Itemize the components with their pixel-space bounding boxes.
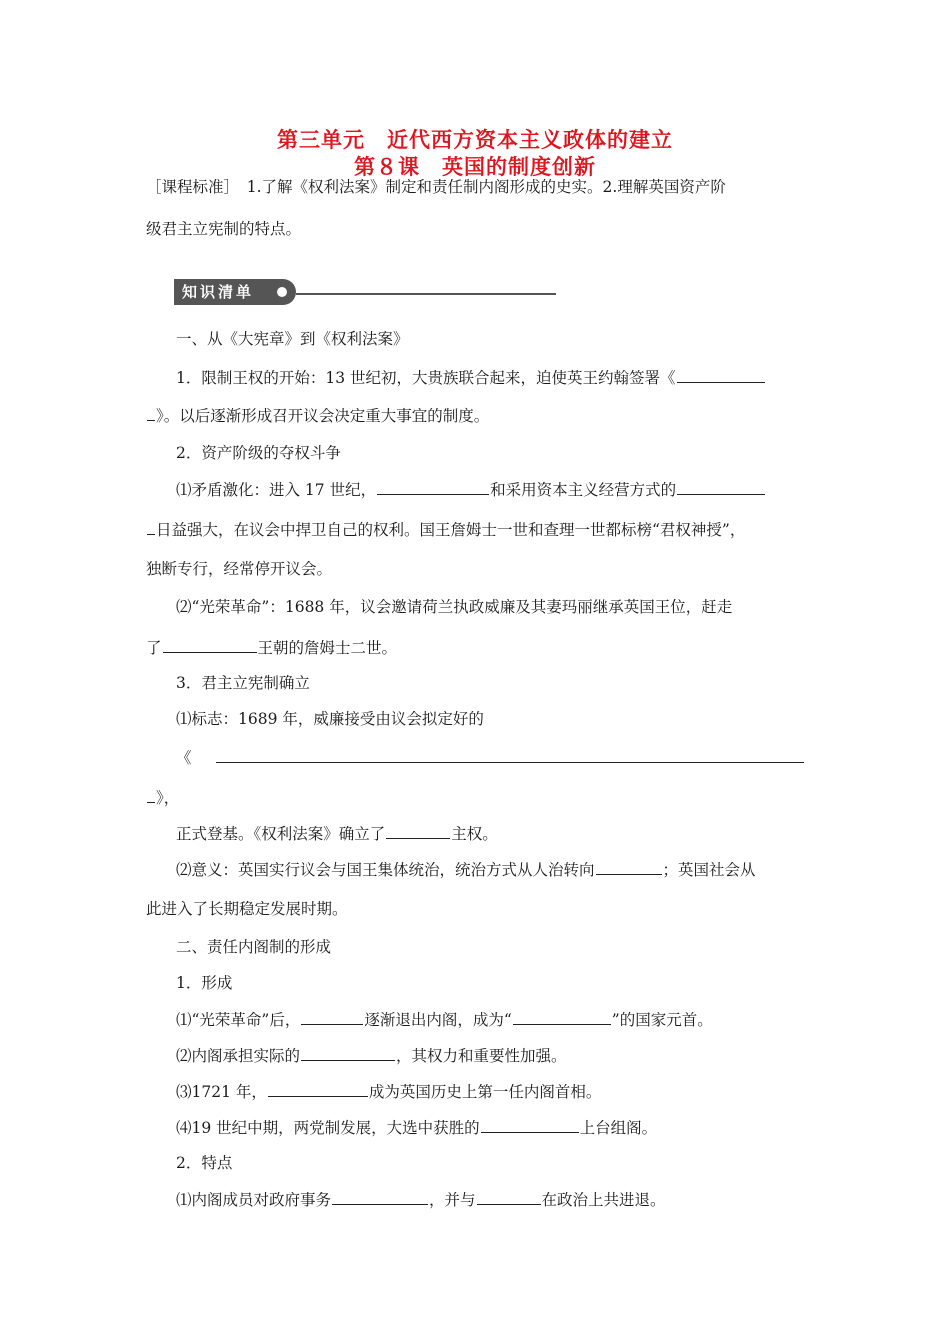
blank[interactable]: [481, 1116, 579, 1133]
paragraph-11: [176, 1044, 836, 1067]
paragraph-13: [176, 1116, 836, 1139]
paragraph-text: 日益强大，在议会中捍卫自己的权利。国王詹姆士一世和查理一世都标榜“君权神授”，: [156, 521, 746, 539]
paragraph-text: 在政治上共进退。: [541, 1191, 666, 1209]
blank[interactable]: [216, 746, 804, 763]
blank[interactable]: [677, 366, 765, 383]
paragraph-6: ⑴标志：1689 年，威廉接受由议会拟定好的: [176, 710, 484, 728]
section-2-heading: 二、责任内阁制的形成: [176, 938, 332, 956]
blank[interactable]: [301, 1044, 395, 1061]
paragraph-text: 和采用资本主义经营方式的: [490, 481, 677, 499]
paragraph-5: 3．君主立宪制确立: [176, 674, 310, 692]
paragraph-text: 逐渐退出内阁，成为“: [364, 1011, 512, 1029]
paragraph-3-cont: [146, 518, 806, 541]
paragraph-text: ”的国家元首。: [611, 1011, 713, 1029]
paragraph-8-cont: 此进入了长期稳定发展时期。: [146, 900, 348, 918]
blank[interactable]: [477, 1188, 541, 1205]
lesson-title: 第８课 英国的制度创新: [354, 155, 596, 179]
paragraph-text: 《: [176, 749, 192, 767]
blank[interactable]: [147, 786, 155, 803]
paragraph-text: 》。以后逐渐形成召开议会决定重大事宜的制度。: [156, 407, 490, 425]
paragraph-9: 1．形成: [176, 974, 233, 992]
paragraph-3-cont-2: 独断专行，经常停开议会。: [146, 560, 333, 578]
paragraph-text: ，其权力和重要性加强。: [396, 1047, 567, 1065]
paragraph-text: 成为英国历史上第一任内阁首相。: [368, 1083, 602, 1101]
knowledge-list-badge: [174, 279, 296, 305]
paragraph-text: 上台组阁。: [579, 1119, 658, 1137]
paragraph-text: 1．限制王权的开始：13 世纪初，大贵族联合起来，迫使英王约翰签署《: [176, 369, 676, 387]
blank[interactable]: [147, 404, 155, 421]
blank[interactable]: [677, 478, 765, 495]
paragraph-text: 王朝的詹姆士二世。: [257, 639, 398, 657]
paragraph-text: ⑵意义：英国实行议会与国王集体统治，统治方式从人治转向: [176, 861, 595, 879]
paragraph-text: 主权。: [451, 825, 498, 843]
curriculum-standard-line-1: ［课程标准］ 1.了解《权利法案》制定和责任制内阁形成的史实。2.理解英国资产阶: [146, 178, 726, 196]
paragraph-text: 正式登基。《权利法案》确立了: [176, 825, 386, 843]
blank[interactable]: [301, 1008, 363, 1025]
paragraph-6-blank-line: [176, 746, 808, 769]
paragraph-1: [176, 366, 808, 389]
paragraph-3: [176, 478, 808, 501]
paragraph-4: ⑵“光荣革命”：1688 年，议会邀请荷兰执政威廉及其妻玛丽继承英国王位，赶走: [176, 598, 733, 616]
paragraph-4-cont: [146, 636, 806, 659]
blank[interactable]: [377, 478, 489, 495]
blank[interactable]: [147, 518, 155, 535]
paragraph-8: [176, 858, 808, 881]
paragraph-10: [176, 1008, 836, 1031]
paragraph-text: ⑴“光荣革命”后，: [176, 1011, 301, 1029]
blank[interactable]: [513, 1008, 611, 1025]
paragraph-text: 了: [146, 639, 162, 657]
blank[interactable]: [332, 1188, 428, 1205]
paragraph-1-cont: [146, 404, 806, 427]
paragraph-text: ⑴内阁成员对政府事务: [176, 1191, 332, 1209]
curriculum-standard-line-2: 级君主立宪制的特点。: [146, 220, 302, 238]
paragraph-text: ，并与: [429, 1191, 476, 1209]
paragraph-2: 2．资产阶级的夺权斗争: [176, 444, 341, 462]
paragraph-15: [176, 1188, 836, 1211]
blank[interactable]: [268, 1080, 368, 1097]
paragraph-14: 2．特点: [176, 1154, 233, 1172]
paragraph-text: ⑶1721 年，: [176, 1083, 267, 1101]
blank[interactable]: [596, 858, 662, 875]
paragraph-6-close: [146, 786, 806, 809]
paragraph-text: ⑷19 世纪中期，两党制发展，大选中获胜的: [176, 1119, 480, 1137]
badge-label: 知识清单: [182, 283, 255, 301]
paragraph-text: 》，: [156, 789, 180, 807]
paragraph-12: [176, 1080, 836, 1103]
badge-dot-icon: [277, 287, 287, 297]
section-divider: [296, 293, 556, 295]
unit-title: 第三单元 近代西方资本主义政体的建立: [277, 128, 673, 152]
blank[interactable]: [386, 822, 450, 839]
paragraph-text: ；英国社会从: [662, 861, 756, 879]
paragraph-text: ⑴矛盾激化：进入 17 世纪，: [176, 481, 377, 499]
paragraph-7: [176, 822, 836, 845]
paragraph-text: ⑵内阁承担实际的: [176, 1047, 301, 1065]
blank[interactable]: [163, 636, 257, 653]
section-1-heading: 一、从《大宪章》到《权利法案》: [176, 330, 409, 348]
